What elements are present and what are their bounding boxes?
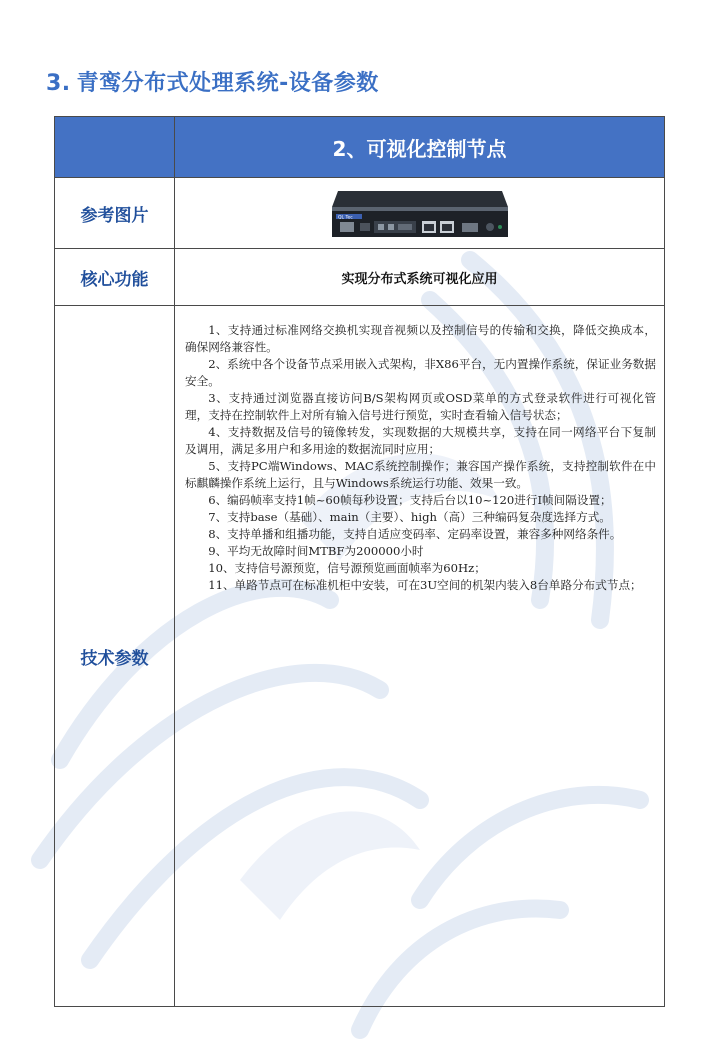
tech-param-item: 3、支持通过浏览器直接访问B/S架构网页或OSD菜单的方式登录软件进行可视化管理，支持在控制软件上对所有输入信号进行预览，实时查看输入信号状态；	[185, 391, 656, 422]
tech-param-item: 8、支持单播和组播功能，支持自适应变码率、定码率设置，兼容多种网络条件。	[208, 527, 622, 541]
section-number: 3.	[46, 71, 71, 96]
core-label: 核心功能	[55, 249, 175, 306]
tech-param-item: 11、单路节点可在标准机柜中安装，可在3U空间的机架内装入8台单路分布式节点；	[208, 578, 642, 592]
header-blank-cell	[55, 117, 175, 178]
tech-params-list	[175, 306, 664, 594]
spec-table	[54, 116, 665, 1007]
tech-param-item: 1、支持通过标准网络交换机实现音视频以及控制信号的传输和交换，降低交换成本，确保网络兼容性。	[185, 323, 656, 354]
device-photo-icon	[330, 181, 510, 241]
section-title: 青鸾分布式处理系统-设备参数	[76, 71, 379, 96]
table-row	[55, 249, 665, 306]
table-header-row	[55, 117, 665, 178]
tech-param-item: 9、平均无故障时间MTBF为200000小时	[208, 544, 424, 558]
table-row	[55, 178, 665, 249]
tech-param-item: 2、系统中各个设备节点采用嵌入式架构，非X86平台，无内置操作系统，保证业务数据安全。	[185, 357, 656, 388]
tech-param-item: 7、支持base（基础）、main（主要）、high（高）三种编码复杂度选择方式。	[208, 510, 611, 524]
tech-param-item: 5、支持PC端Windows、MAC系统控制操作；兼容国产操作系统，支持控制软件在中标麒麟操作系统上运行，且与Windows系统运行功能、效果一致。	[185, 459, 656, 490]
tech-params-cell	[175, 306, 665, 1007]
tech-label: 技术参数	[55, 306, 175, 1007]
section-heading	[46, 66, 379, 97]
tech-param-item: 4、支持数据及信号的镜像转发，实现数据的大规模共享，支持在同一网络平台下复制及调用，满足多用户和多用途的数据流同时应用；	[185, 425, 656, 456]
core-value: 实现分布式系统可视化应用	[175, 249, 665, 306]
table-header-title: 2、可视化控制节点	[175, 117, 665, 178]
device-brand: QL Tec	[337, 215, 353, 221]
tech-param-item: 6、编码帧率支持1帧~60帧每秒设置；支持后台以10~120进行I帧间隔设置；	[208, 493, 612, 507]
table-row	[55, 306, 665, 1007]
tech-param-item: 10、支持信号源预览，信号源预览画面帧率为60Hz；	[208, 561, 486, 575]
device-image-cell	[175, 178, 665, 249]
image-label: 参考图片	[55, 178, 175, 249]
